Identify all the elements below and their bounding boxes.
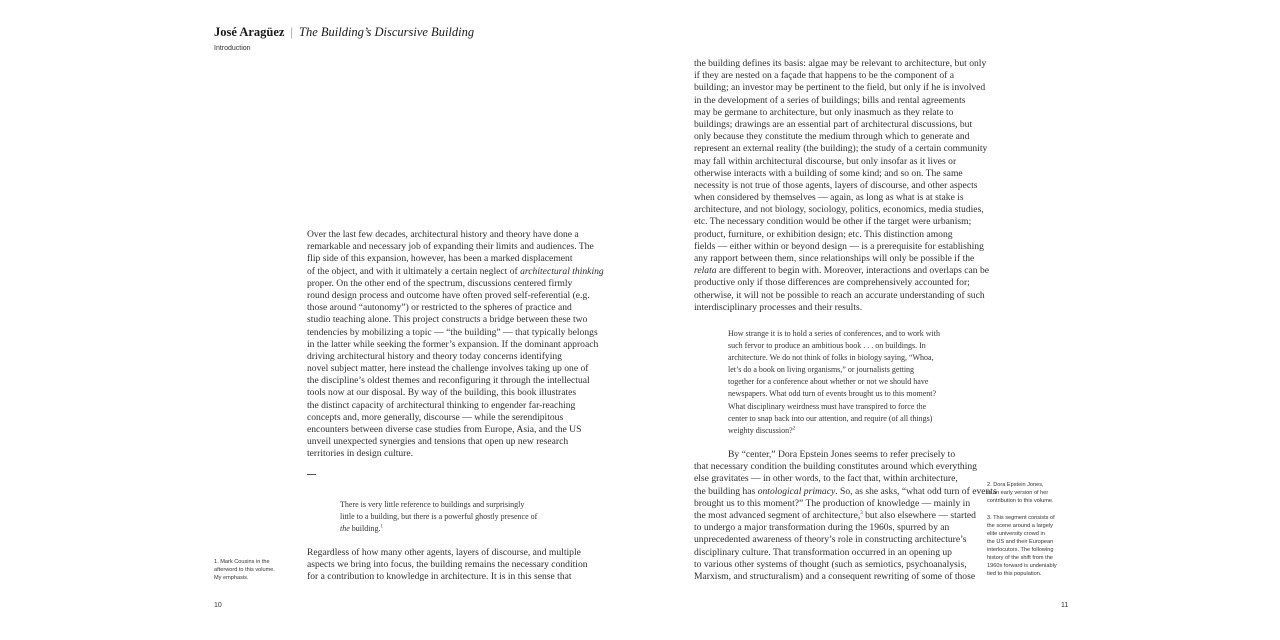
text-line: buildings; drawings are an essential part of architectural discussions, but: [694, 118, 973, 130]
quote-line: center to snap back into our attention, and require (of all things): [728, 413, 933, 423]
quote-line: What disciplinary weirdness must have transpired to force the: [728, 401, 927, 411]
text-line: in the development of a series of buildings; bills and rental agreements: [694, 94, 966, 106]
text-fragment: the building has: [694, 485, 758, 497]
text-line: driving architectural history and theory today concerns identifying: [307, 350, 562, 362]
footnote-line: 1960s forward is undeniably: [987, 563, 1057, 569]
footnote-line: the US and their European: [987, 539, 1054, 545]
emphasis-text: architectural thinking: [520, 265, 604, 277]
page-number-left: 10: [214, 602, 222, 609]
quote-line: let’s do a book on living organisms,” or journalists getting: [728, 365, 915, 375]
footnote-line: interlocutors. The following: [987, 547, 1054, 553]
footnote-1: [214, 558, 275, 582]
footnote-line: 3. This segment consists of: [987, 515, 1055, 521]
text-fragment: weighty discussion?: [728, 425, 793, 435]
left-paragraph-2: [307, 547, 588, 584]
text-line: if they are nested on a façade that happens to be the component of a: [694, 70, 954, 82]
author-name: José Aragüez: [214, 25, 285, 39]
section-divider: [307, 474, 316, 475]
quote-line: architecture. We do not think of folks in biology saying, “Whoa,: [728, 353, 934, 363]
text-fragment: of the object, and with it ultimately a certain neglect of: [307, 265, 521, 277]
footnote-ref: 1: [380, 524, 383, 530]
text-line: territories in design culture.: [307, 448, 414, 460]
footnote-line: contribution to this volume.: [987, 498, 1054, 504]
footnote-line: afterword to this volume.: [214, 567, 275, 573]
text-line: proper. On the other end of the spectrum, discussions centered firmly: [307, 277, 573, 289]
text-line: may be germane to architecture, but only inasmuch as they relate to: [694, 106, 954, 118]
quote-line: There is very little reference to buildings and surprisingly: [340, 500, 525, 509]
text-line: may fall within architectural discourse, but only insofar as it lives or: [694, 155, 957, 167]
text-line: round design process and outcome have often proved self-referential (e.g.: [307, 289, 590, 301]
text-line: that necessary condition the building constitutes around which everything: [694, 461, 977, 473]
text-line: represent an external reality (the building); the study of a certain community: [694, 143, 988, 155]
text-fragment: the most advanced segment of architecture,: [694, 509, 861, 521]
text-line: otherwise, it will not be possible to reach an accurate understanding of such: [694, 289, 985, 301]
text-line: disciplinary culture. That transformation occurred in an opening up: [694, 546, 952, 558]
book-title: The Building’s Discursive Building: [299, 25, 475, 39]
text-line: Marxism, and structuralism) and a consequent rewriting of some of those: [694, 570, 976, 582]
text-line: productive only if those differences are comprehensively accounted for;: [694, 277, 970, 289]
text-line: studio teaching alone. This project constructs a bridge between these two: [307, 314, 588, 326]
text-line: in the latter while seeking the former’s expansion. If the dominant approach: [307, 338, 599, 350]
text-line: [307, 266, 604, 278]
text-line: encounters between diverse case studies from Europe, Asia, and the US: [307, 424, 582, 435]
footnote-ref: 3: [860, 510, 863, 516]
quote-line: together for a conference about whether or not we should have: [728, 377, 929, 387]
text-line: novel subject matter, here instead the challenge involves taking up one of: [307, 363, 589, 375]
text-fragment: but also elsewhere — started: [862, 509, 976, 521]
right-paragraph-2: [694, 449, 997, 583]
section-label: Introduction: [214, 45, 251, 52]
footnote-line: tied to this population.: [987, 571, 1042, 577]
emphasis-text: ontological primacy: [757, 485, 836, 497]
text-line: to various other systems of thought (such as semiotics, psychoanalysis,: [694, 558, 967, 570]
emphasis-text: the: [340, 524, 350, 534]
quote-line: How strange it is to hold a series of conferences, and to work with: [728, 329, 940, 338]
running-header: [214, 25, 474, 40]
quote-line: such fervor to produce an ambitious book . . . on buildings. In: [728, 341, 926, 351]
footnote-line: history of the shift from the: [987, 555, 1053, 561]
quote-line: newspapers. What odd turn of events brought us to this moment?: [728, 389, 937, 399]
text-line: interdisciplinary processes and their results.: [694, 301, 863, 313]
text-line: those around “autonomy”) or restricted to the spheres of practice and: [307, 302, 572, 314]
text-line: fields — either within or beyond design — is a prerequisite for establishing: [694, 240, 984, 252]
text-line: for a contribution to knowledge in architecture. It is in this sense that: [307, 571, 572, 583]
quote-line: little to a building, but there is a powerful ghostly presence of: [340, 512, 538, 522]
text-line: remarkable and necessary job of expanding their limits and audiences. The: [307, 241, 594, 253]
footnote-ref: 2: [792, 426, 796, 432]
footnote-line: elite university crowd in: [987, 531, 1045, 537]
text-line: the distinct capacity of architectural thinking to engender far-reaching: [307, 399, 576, 411]
text-line: Regardless of how many other agents, layers of discourse, and multiple: [307, 547, 581, 558]
text-line: unprecedented awareness of theory’s role in constructing architecture’s: [694, 534, 967, 546]
text-line: [694, 486, 997, 498]
text-line: necessity is not true of those agents, layers of discourse, and other aspects: [694, 179, 978, 191]
left-paragraph-1: [307, 229, 604, 461]
text-line: product, furniture, or exhibition design; etc. This distinction among: [694, 228, 953, 240]
text-line: aspects we bring into focus, the building remains the necessary condition: [307, 559, 588, 571]
text-fragment: building.: [349, 524, 381, 534]
emphasis-text: relata: [694, 265, 717, 277]
text-line: the building defines its basis: algae may be relevant to architecture, but only: [694, 58, 987, 69]
text-line: when considered by themselves — again, as long as what is at stake is: [694, 192, 964, 204]
text-line: flip side of this expansion, however, has been a marked displacement: [307, 253, 573, 265]
text-line: concepts and, more generally, discourse — while the serendipitous: [307, 411, 564, 423]
text-line: [694, 510, 997, 522]
text-line: otherwise interacts with a building of some kind; and so on. The same: [694, 167, 963, 179]
footnote-line: 1. Mark Cousins in the: [214, 559, 270, 565]
text-line: any rapport between them, since relationships will only be possible if the: [694, 253, 975, 264]
text-line: tools now at our disposal. By way of the building, this book illustrates: [307, 387, 577, 399]
text-line: [694, 265, 989, 277]
text-line: building; an investor may be pertinent to the field, but only if he is involved: [694, 82, 986, 94]
footnote-line: the scene around a largely: [987, 523, 1053, 529]
left-block-quote: [340, 499, 537, 535]
text-line: tendencies by mobilizing a topic — “the building” — that typically belongs: [307, 326, 598, 338]
text-fragment: . So, as she asks, “what odd turn of events: [835, 485, 997, 497]
footnote-2: [987, 481, 1054, 505]
text-line: Over the last few decades, architectural history and theory have done a: [307, 229, 579, 240]
text-line: By “center,” Dora Epstein Jones seems to refer precisely to: [728, 449, 956, 460]
footnote-3: [987, 514, 1057, 578]
text-fragment: are different to begin with. Moreover, interactions and overlaps can be: [716, 265, 990, 277]
text-line: the discipline’s oldest themes and reconfiguring it through the intellectual: [307, 375, 590, 387]
text-line: else gravitates — in other words, to the fact that, within architecture,: [694, 473, 958, 485]
footnote-line: 2. Dora Epstein Jones,: [987, 482, 1044, 488]
footnote-line: My emphasis.: [214, 575, 249, 581]
footnote-line: in an early version of her: [987, 490, 1049, 496]
text-line: to undergo a major transformation during the 1960s, spurred by an: [694, 522, 950, 534]
text-line: etc. The necessary condition would be other if the target were urbanism;: [694, 216, 972, 228]
page-number-right: 11: [1061, 602, 1069, 609]
header-separator: |: [290, 25, 293, 39]
right-block-quote: [728, 328, 940, 437]
text-line: brought us to this moment?” The production of knowledge — mainly in: [694, 497, 971, 509]
quote-line: [340, 523, 537, 535]
right-paragraph-1: [694, 58, 989, 314]
quote-line: [728, 425, 940, 437]
text-line: unveil unexpected synergies and tensions that open up new research: [307, 436, 569, 448]
text-line: architecture, and not biology, sociology, politics, economics, media studies,: [694, 204, 984, 216]
text-line: only because they constitute the medium through which to generate and: [694, 131, 970, 143]
